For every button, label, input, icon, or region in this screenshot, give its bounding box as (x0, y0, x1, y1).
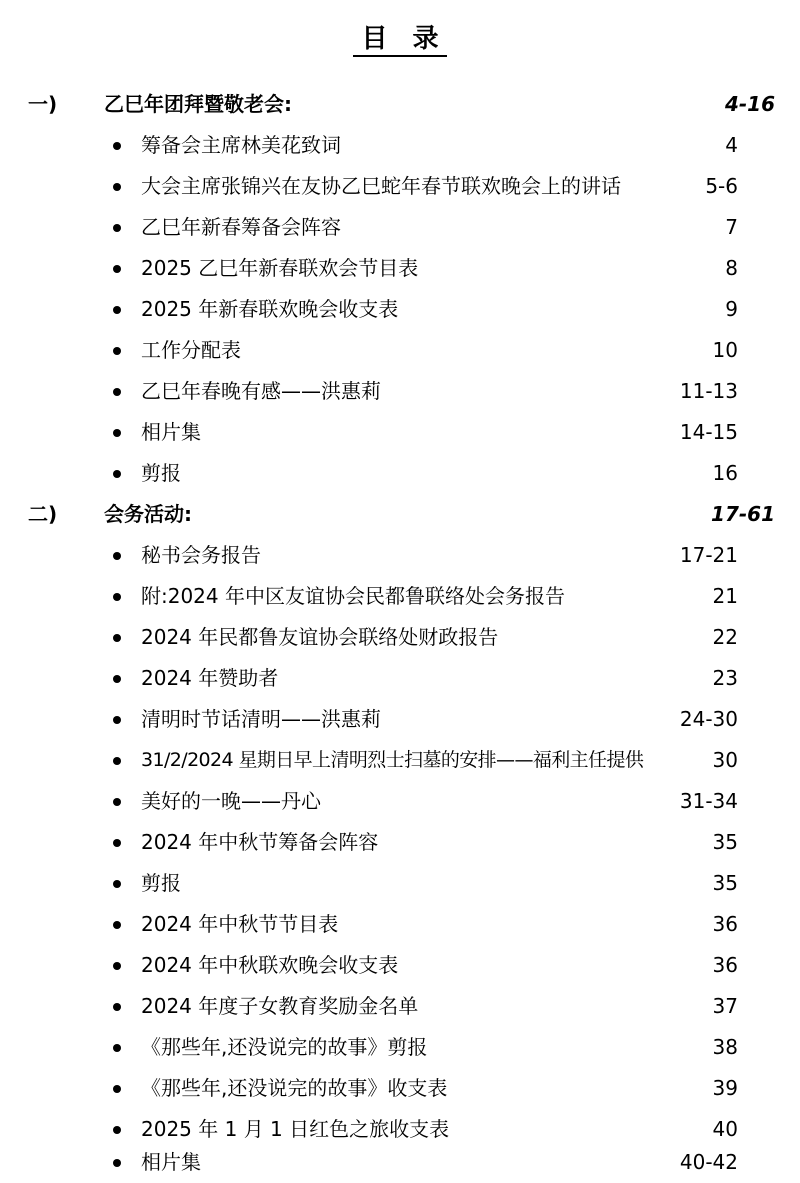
bullet-icon (113, 593, 121, 601)
toc-entry (0, 986, 800, 1027)
bullet-icon (113, 470, 121, 478)
section-title: 乙巳年团拜暨敬老会: (104, 92, 292, 116)
toc-entry-title: 2025 乙巳年新春联欢会节目表 (141, 256, 419, 280)
bullet-icon (113, 388, 121, 396)
toc-entry (0, 576, 800, 617)
toc-entry (0, 289, 800, 330)
toc-entry-title: 2025 年新春联欢晚会收支表 (141, 297, 399, 321)
toc-entry (0, 1068, 800, 1109)
toc-entry (0, 330, 800, 371)
bullet-icon (113, 347, 121, 355)
toc-entry-pages: 35 (712, 830, 738, 854)
toc-entry (0, 248, 800, 289)
page-title: 目 录 (0, 24, 800, 57)
toc-entry-title: 秘书会务报告 (141, 543, 261, 567)
toc-entry-title: 工作分配表 (141, 338, 241, 362)
bullet-icon (113, 839, 121, 847)
toc-entry-pages: 4 (725, 133, 738, 157)
toc-entry-title: 相片集 (141, 420, 201, 444)
section-page-range: 17-61 (711, 502, 775, 526)
section-page-range: 4-16 (724, 92, 775, 116)
toc-entry (0, 781, 800, 822)
bullet-icon (113, 552, 121, 560)
toc-entry-title: 《那些年,还没说完的故事》剪报 (141, 1035, 428, 1059)
toc-entry (0, 699, 800, 740)
bullet-icon (113, 1003, 121, 1011)
toc-entry (0, 822, 800, 863)
toc-entry (0, 1142, 800, 1183)
toc-entry-title: 2025 年 1 月 1 日红色之旅收支表 (141, 1117, 450, 1141)
toc-entry-pages: 9 (725, 297, 738, 321)
bullet-icon (113, 962, 121, 970)
toc-entry-pages: 31-34 (679, 789, 738, 813)
toc-entry-pages: 40-42 (679, 1150, 738, 1174)
section-title: 会务活动: (104, 502, 192, 526)
toc-entry (0, 945, 800, 986)
toc-entry-pages: 21 (712, 584, 738, 608)
toc-entry-pages: 5-6 (705, 174, 738, 198)
toc-entry-pages: 7 (725, 215, 738, 239)
toc-entry (0, 617, 800, 658)
toc-entry (0, 658, 800, 699)
toc-entry-pages: 17-21 (679, 543, 738, 567)
toc-entry-title: 乙巳年新春筹备会阵容 (141, 215, 341, 239)
toc-entry-pages: 16 (712, 461, 738, 485)
bullet-icon (113, 880, 121, 888)
section-number: 一) (28, 92, 58, 116)
toc-entry-title: 附:2024 年中区友谊协会民都鲁联络处会务报告 (141, 584, 565, 608)
bullet-icon (113, 1044, 121, 1052)
toc-entry-title: 相片集 (141, 1150, 201, 1174)
bullet-icon (113, 921, 121, 929)
toc-entry-pages: 36 (712, 953, 738, 977)
toc-entry (0, 740, 800, 781)
toc-entry-title: 清明时节话清明——洪惠莉 (141, 707, 381, 731)
toc-entry (0, 904, 800, 945)
toc-entry-pages: 22 (712, 625, 738, 649)
toc-entry (0, 453, 800, 494)
bullet-icon (113, 429, 121, 437)
toc-entry (0, 412, 800, 453)
section-number: 二) (28, 502, 58, 526)
toc-entry (0, 125, 800, 166)
toc-entry-title: 《那些年,还没说完的故事》收支表 (141, 1076, 448, 1100)
toc-entry-title: 大会主席张锦兴在友协乙巳蛇年春节联欢晚会上的讲话 (141, 174, 621, 198)
toc-entry-pages: 14-15 (679, 420, 738, 444)
bullet-icon (113, 142, 121, 150)
bullet-icon (113, 306, 121, 314)
bullet-icon (113, 1085, 121, 1093)
bullet-icon (113, 1159, 121, 1167)
toc-entry-title: 2024 年中秋节筹备会阵容 (141, 830, 379, 854)
bullet-icon (113, 265, 121, 273)
toc-entry (0, 1027, 800, 1068)
toc-entry-title: 2024 年度子女教育奖励金名单 (141, 994, 419, 1018)
toc-entry-pages: 8 (725, 256, 738, 280)
toc-entry (0, 371, 800, 412)
toc-entry-pages: 39 (712, 1076, 738, 1100)
toc-entry-title: 2024 年民都鲁友谊协会联络处财政报告 (141, 625, 499, 649)
bullet-icon (113, 634, 121, 642)
bullet-icon (113, 183, 121, 191)
toc-entry-pages: 37 (712, 994, 738, 1018)
bullet-icon (113, 1126, 121, 1134)
toc-entry-title: 31/2/2024 星期日早上清明烈士扫墓的安排——福利主任提供 (141, 749, 644, 771)
bullet-icon (113, 224, 121, 232)
bullet-icon (113, 798, 121, 806)
toc-entry-pages: 40 (712, 1117, 738, 1141)
bullet-icon (113, 716, 121, 724)
section-heading (0, 84, 800, 125)
toc-entry (0, 863, 800, 904)
toc-entry (0, 166, 800, 207)
toc-entry-pages: 38 (712, 1035, 738, 1059)
bullet-icon (113, 757, 121, 765)
toc-entry-pages: 30 (712, 748, 738, 772)
toc-entry-title: 剪报 (141, 871, 181, 895)
toc-entry-title: 剪报 (141, 461, 181, 485)
toc-entry (0, 535, 800, 576)
toc-entry-pages: 24-30 (679, 707, 738, 731)
toc-entry-pages: 11-13 (679, 379, 738, 403)
toc-entry-pages: 10 (712, 338, 738, 362)
toc-entry-pages: 35 (712, 871, 738, 895)
toc-entry-title: 筹备会主席林美花致词 (141, 133, 341, 157)
toc-entry-pages: 23 (712, 666, 738, 690)
toc-entry (0, 207, 800, 248)
bullet-icon (113, 675, 121, 683)
toc-entry-title: 乙巳年春晚有感——洪惠莉 (141, 379, 381, 403)
toc-entry-title: 美好的一晚——丹心 (141, 789, 321, 813)
toc-entry-title: 2024 年赞助者 (141, 666, 279, 690)
toc-entry-title: 2024 年中秋联欢晚会收支表 (141, 953, 399, 977)
section-heading (0, 494, 800, 535)
toc-entry-title: 2024 年中秋节节目表 (141, 912, 339, 936)
toc-entry-pages: 36 (712, 912, 738, 936)
